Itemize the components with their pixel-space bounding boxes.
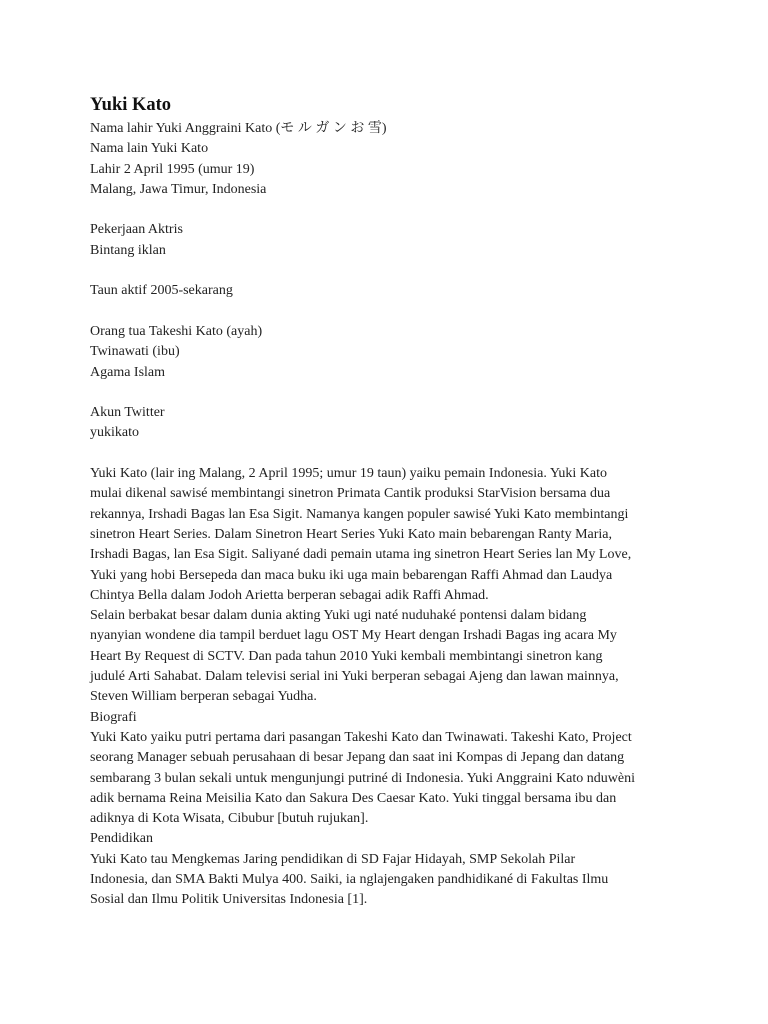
section-heading-biography: Biografi: [90, 709, 137, 725]
career-paragraph: [90, 606, 690, 707]
intro-paragraph: [90, 464, 690, 606]
spacer: [90, 444, 690, 464]
article-body: [90, 464, 690, 911]
parents: Orang tua Takeshi Kato (ayah): [90, 323, 263, 339]
occupation: Pekerjaan Aktris: [90, 222, 183, 238]
paragraph-line: mulai dikenal sawisé membintangi sinetron Primata Cantik produksi StarVision bersama dua: [90, 486, 611, 502]
paragraph-line: Indonesia, dan SMA Bakti Mulya 400. Saiki, ia nglajengaken pandhidikané di Fakultas Ilmu: [90, 871, 609, 887]
twitter-handle: yukikato: [90, 425, 139, 441]
paragraph-line: Sosial dan Ilmu Politik Universitas Indonesia [1].: [90, 892, 368, 908]
paragraph-line: adik bernama Reina Meisilia Kato dan Sakura Des Caesar Kato. Yuki tinggal bersama ibu dan: [90, 790, 617, 806]
paragraph-line: rekannya, Irshadi Bagas lan Esa Sigit. Namanya kangen populer sawisé Yuki Kato membintangi: [90, 506, 629, 522]
spacer: [90, 383, 690, 403]
paragraph-line: seorang Manager sebuah perusahaan di besar Jepang dan saat ini Kompas di Jepang dan datang: [90, 750, 625, 766]
spacer: [90, 261, 690, 281]
section-heading-education: Pendidikan: [90, 831, 153, 847]
twitter-label: Akun Twitter: [90, 405, 165, 421]
birth-name: Nama lahir Yuki Anggraini Kato (モ ル ガ ン お 雪): [90, 121, 387, 136]
paragraph-line: sembarang 3 bulan sekali untuk mengunjungi putriné di Indonesia. Yuki Anggraini Kato nduwèni: [90, 770, 635, 786]
paragraph-line: Heart By Request di SCTV. Dan pada tahun 2010 Yuki kembali membintangi sinetron kang: [90, 648, 603, 664]
birth-date: Lahir 2 April 1995 (umur 19): [90, 161, 255, 177]
paragraph-line: Irshadi Bagas, lan Esa Sigit. Saliyané dadi pemain utama ing sinetron Heart Series lan My Love,: [90, 547, 632, 563]
spacer: [90, 200, 690, 220]
paragraph-line: Yuki Kato yaiku putri pertama dari pasangan Takeshi Kato dan Twinawati. Takeshi Kato, Project: [90, 729, 632, 745]
years-active: Taun aktif 2005-sekarang: [90, 283, 233, 299]
parents-secondary: Twinawati (ibu): [90, 344, 180, 360]
paragraph-line: Steven William berperan sebagai Yudha.: [90, 689, 317, 705]
biography-paragraph: [90, 728, 690, 829]
birth-place: Malang, Jawa Timur, Indonesia: [90, 181, 267, 197]
page-title: Yuki Kato: [90, 95, 172, 115]
paragraph-line: Selain berbakat besar dalam dunia akting Yuki ugi naté nuduhaké pontensi dalam bidang: [90, 608, 587, 624]
religion: Agama Islam: [90, 364, 166, 380]
paragraph-line: nyanyian wondene dia tampil berduet lagu OST My Heart dengan Irshadi Bagas ing acara My: [90, 628, 617, 644]
paragraph-line: sinetron Heart Series. Dalam Sinetron Heart Series Yuki Kato main bebarengan Ranty Maria,: [90, 526, 612, 542]
paragraph-line: adiknya di Kota Wisata, Cibubur [butuh rujukan].: [90, 811, 369, 827]
occupation-secondary: Bintang iklan: [90, 242, 166, 258]
paragraph-line: Yuki yang hobi Bersepeda dan maca buku iki uga main bebarengan Raffi Ahmad dan Laudya: [90, 567, 613, 583]
paragraph-line: Chintya Bella dalam Jodoh Arietta berperan sebagai adik Raffi Ahmad.: [90, 587, 489, 603]
paragraph-line: judulé Arti Sahabat. Dalam televisi serial ini Yuki berperan sebagai Ajeng dan lawan mainnya,: [90, 669, 619, 685]
spacer: [90, 302, 690, 322]
other-name: Nama lain Yuki Kato: [90, 141, 209, 157]
document-page: [90, 92, 690, 911]
education-paragraph: [90, 850, 690, 911]
infobox: [90, 119, 690, 464]
paragraph-line: Yuki Kato (lair ing Malang, 2 April 1995; umur 19 taun) yaiku pemain Indonesia. Yuki Kato: [90, 466, 608, 482]
paragraph-line: Yuki Kato tau Mengkemas Jaring pendidikan di SD Fajar Hidayah, SMP Sekolah Pilar: [90, 851, 576, 867]
